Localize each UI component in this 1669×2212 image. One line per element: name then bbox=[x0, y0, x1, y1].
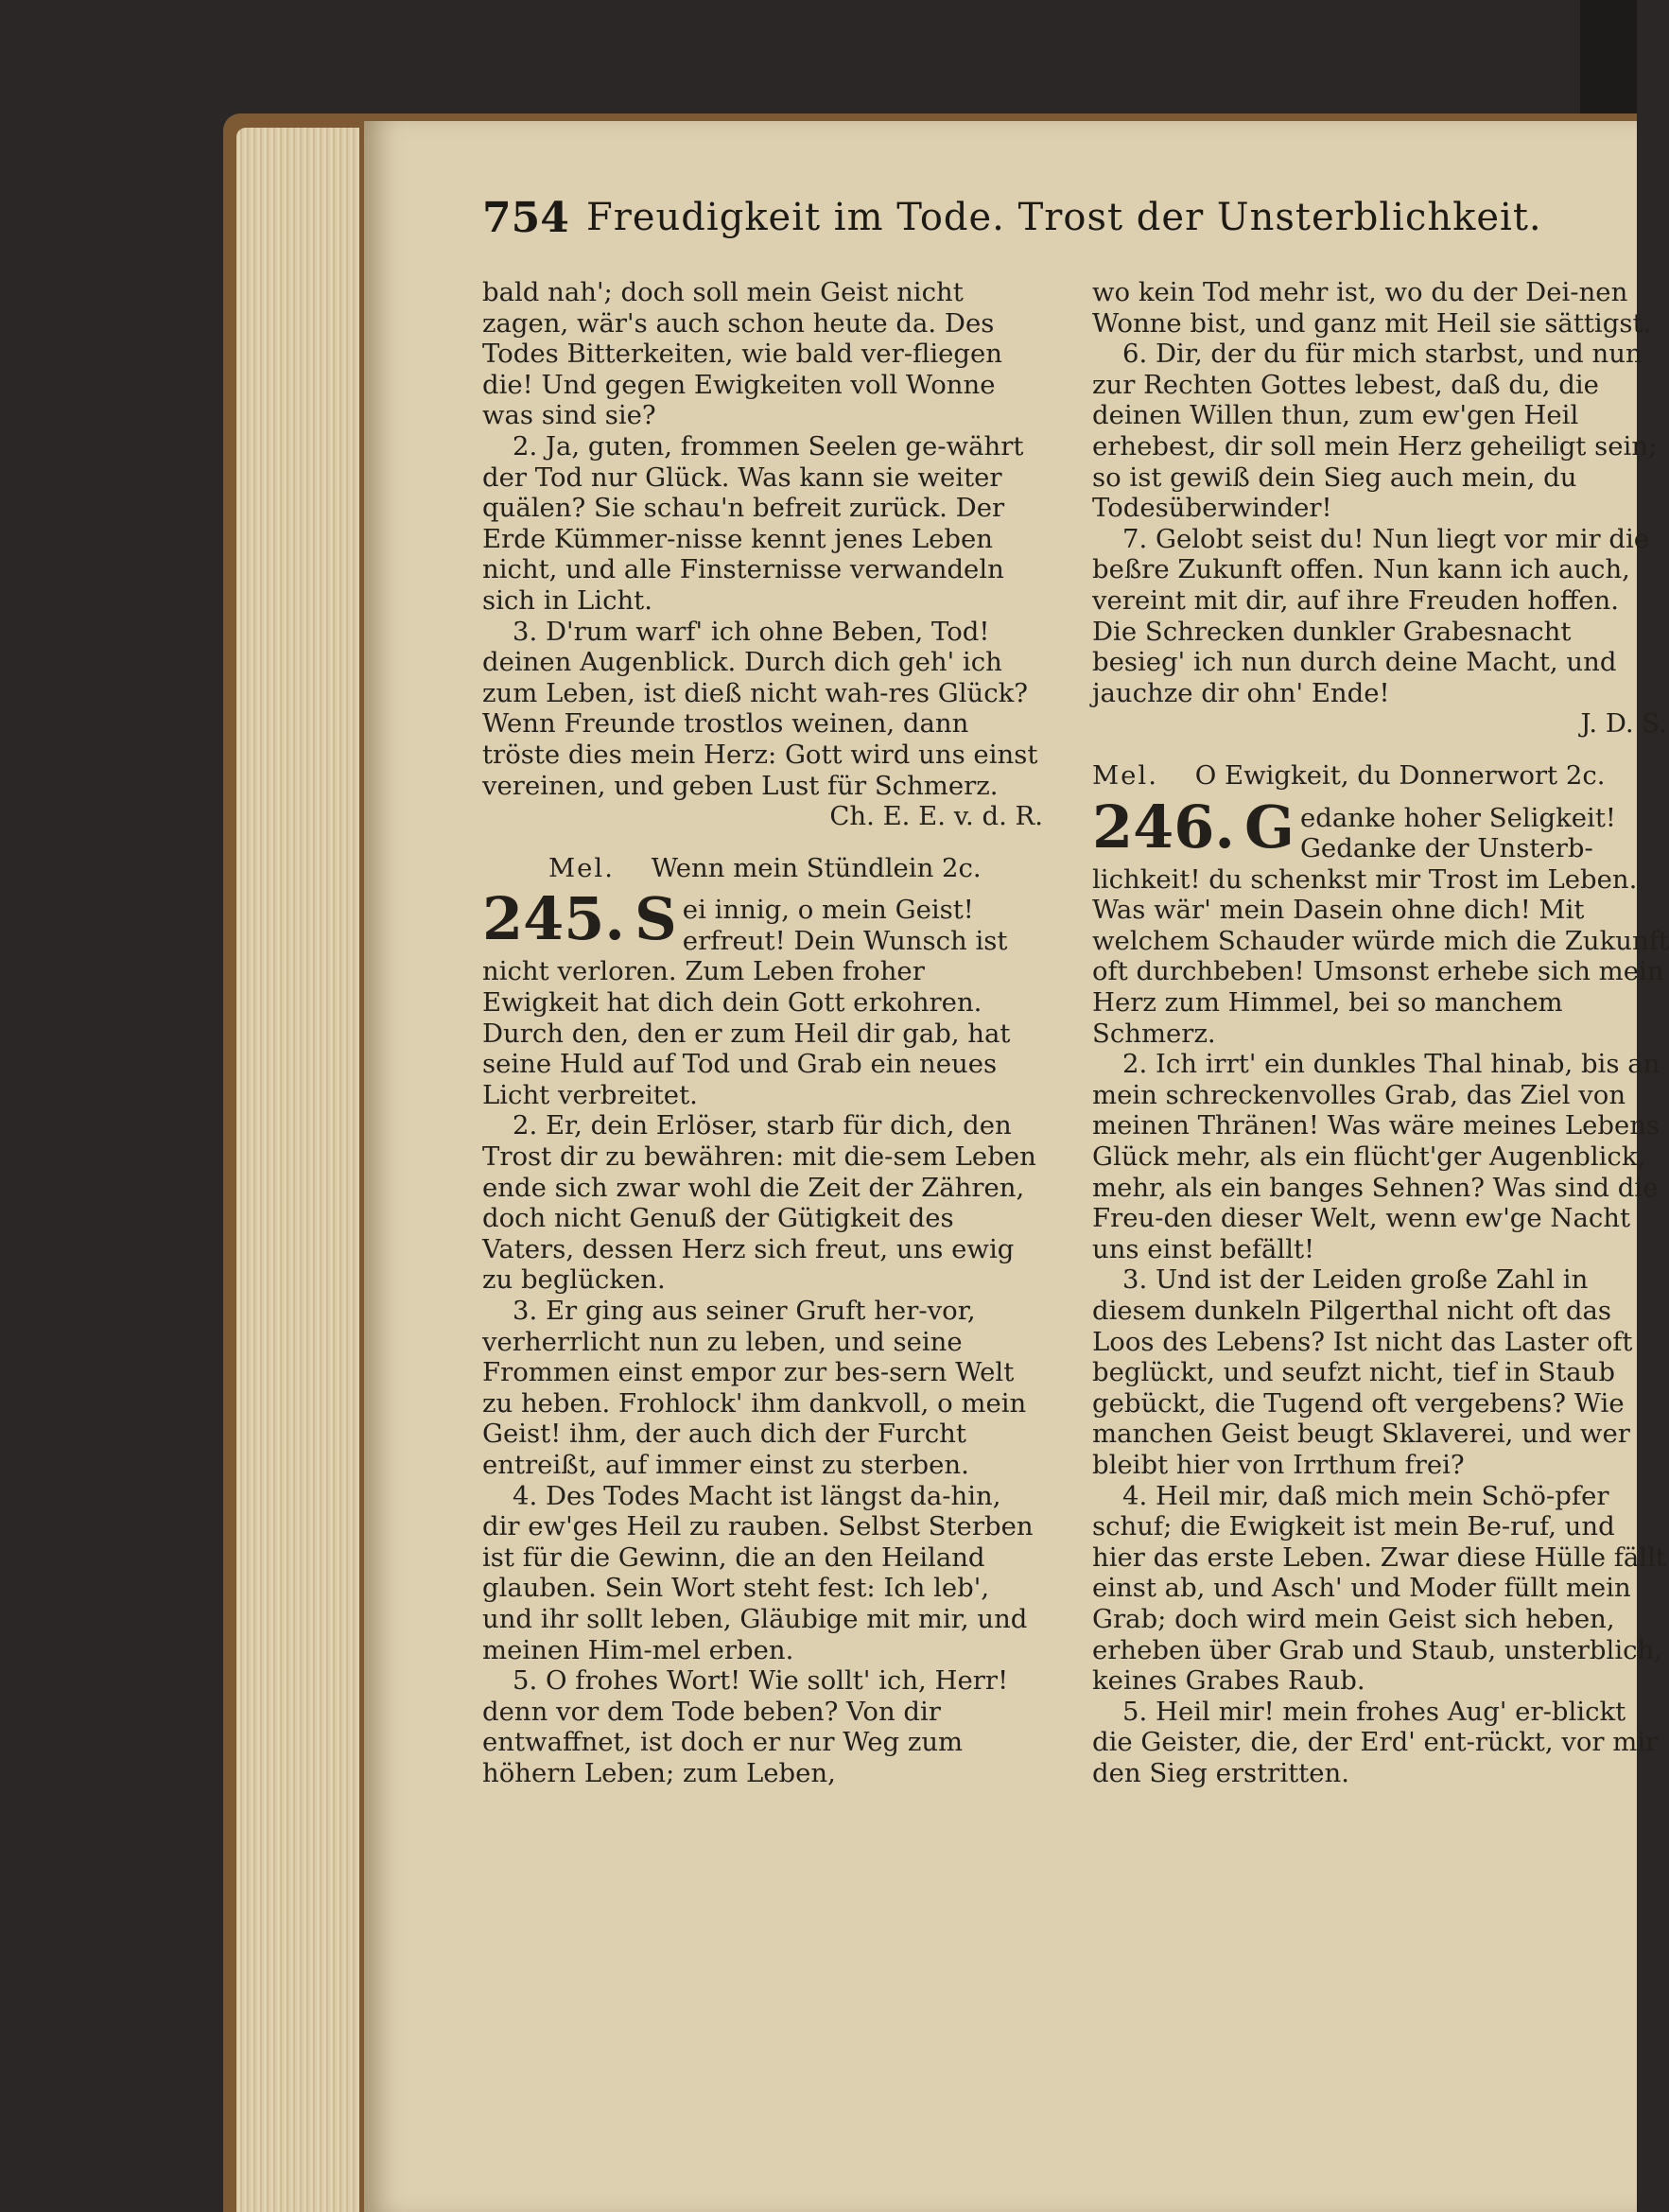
hymn-first-verse bbox=[482, 884, 1045, 1110]
hymn-attribution: Ch. E. E. v. d. R. bbox=[829, 801, 1043, 832]
page-number: 754 bbox=[482, 194, 569, 242]
verse-paragraph: 7. Gelobt seist du! Nun liegt vor mir die beßre Zukunft offen. Nun kann ich auch, vereint mit dir, auf ihre Freuden hoffen. Die Schrecken dunkler Grabesnacht besieg' ich nun durch deine Macht, und jauchze dir ohn' Ende! bbox=[1092, 523, 1650, 708]
melody-text: Wenn mein Stündlein 2c. bbox=[651, 852, 982, 883]
melody-label: Mel. bbox=[548, 852, 615, 883]
hymn-number: 246. bbox=[1092, 792, 1236, 862]
hymn-first-text: ei innig, o mein Geist! erfreut! Dein Wunsch ist nicht verloren. Zum Leben froher Ewigkeit hat dich dein Gott erkohren. Durch den, den er zum Heil dir gab, hat seine Huld auf Tod und Grab ein neues Licht verbreitet. bbox=[482, 895, 1011, 1110]
page-header-title: Freudigkeit im Tode. Trost der Unsterblichkeit. bbox=[586, 196, 1542, 239]
verse-paragraph: 3. Und ist der Leiden große Zahl in diesem dunkeln Pilgerthal nicht oft das Loos des Lebens? Ist nicht das Laster oft beglückt, und seufzt nicht, tief in Staub gebückt, die Tugend oft vergebens? Wie manchen Geist beugt Sklaverei, und wer bleibt hier von Irrthum frei? bbox=[1092, 1264, 1633, 1480]
left-column bbox=[482, 277, 1045, 1789]
hymn-dropcap: S bbox=[635, 884, 677, 954]
hymn-first-verse bbox=[1092, 792, 1669, 1050]
verse-paragraph: wo kein Tod mehr ist, wo du der Dei-nen Wonne bist, und ganz mit Heil sie sättigst. bbox=[1092, 277, 1652, 339]
book-page bbox=[364, 121, 1669, 2212]
melody-line bbox=[482, 853, 1045, 884]
running-head bbox=[482, 194, 1598, 260]
verse-paragraph: 6. Dir, der du für mich starbst, und nun zur Rechten Gottes lebest, daß du, die deinen Willen thun, zum ew'gen Heil erhebest, dir soll mein Herz geheiligt sein; so ist gewiß dein Sieg auch mein, du Todesüberwinder! bbox=[1092, 339, 1658, 524]
verse-paragraph: 3. Er ging aus seiner Gruft her-vor, verherrlicht nun zu leben, und seine Frommen einst empor zur bes-sern Welt zu heben. Frohlock' ihm dankvoll, o mein Geist! ihm, der auch dich der Furcht entreißt, auf immer einst zu sterben. bbox=[482, 1296, 1027, 1480]
verse-paragraph: 2. Ich irrt' ein dunkles Thal hinab, bis an mein schreckenvolles Grab, das Ziel von meinen Thränen! Was wäre meines Lebens Glück mehr, als ein flücht'ger Augenblick, mehr, als ein banges Sehnen? Was sind die Freu-den dieser Welt, wenn ew'ge Nacht uns einst befällt! bbox=[1092, 1049, 1660, 1264]
verse-paragraph: 3. D'rum warf' ich ohne Beben, Tod! deinen Augenblick. Durch dich geh' ich zum Leben, ist dieß nicht wah-res Glück? Wenn Freunde trostlos weinen, dann tröste dies mein Herz: Gott wird uns einst vereinen, und geben Lust für Schmerz. bbox=[482, 616, 1038, 801]
verse-paragraph: 5. O frohes Wort! Wie sollt' ich, Herr! denn vor dem Tode beben? Von dir entwaffnet, ist doch er nur Weg zum höhern Leben; zum Leben, bbox=[482, 1665, 1009, 1788]
hymn-first-text: edanke hoher Seligkeit! Gedanke der Unsterb-lichkeit! du schenkst mir Trost im Leben. Was wär' mein Dasein ohne dich! Mit welchem Schauder würde mich die Zukunft oft durchbeben! Umsonst erhebe sich mein Herz zum Himmel, bei so manchem Schmerz. bbox=[1092, 802, 1669, 1049]
verse-paragraph: 2. Er, dein Erlöser, starb für dich, den Trost dir zu bewähren: mit die-sem Leben ende sich zwar wohl die Zeit der Zähren, doch nicht Genuß der Gütigkeit des Vaters, dessen Herz sich freut, uns ewig zu beglücken. bbox=[482, 1110, 1036, 1296]
verse-paragraph: bald nah'; doch soll mein Geist nicht zagen, wär's auch schon heute da. Des Todes Bitterkeiten, wie bald ver-fliegen die! Und gegen Ewigkeiten voll Wonne was sind sie? bbox=[482, 277, 1003, 431]
verse-paragraph: 2. Ja, guten, frommen Seelen ge-währt der Tod nur Glück. Was kann sie weiter quälen? Sie schau'n befreit zurück. Der Erde Kümmer-nisse kennt jenes Leben nicht, und alle Finsternisse verwandeln sich in Licht. bbox=[482, 430, 1024, 616]
hymn-number: 245. bbox=[482, 884, 626, 954]
verse-paragraph: 4. Heil mir, daß mich mein Schö-pfer schuf; die Ewigkeit ist mein Be-ruf, und hier das erste Leben. Zwar diese Hülle fällt einst ab, und Asch' und Moder füllt mein Grab; doch wird mein Geist sich heben, erheben über Grab und Staub, unsterblich, keines Grabes Raub. bbox=[1092, 1480, 1666, 1697]
verse-paragraph: 4. Des Todes Macht ist längst da-hin, dir ew'ges Heil zu rauben. Selbst Sterben ist für die Gewinn, die an den Heiland glauben. Sein Wort steht fest: Ich leb', und ihr sollt leben, Gläubige mit mir, und meinen Him-mel erben. bbox=[482, 1480, 1034, 1665]
verse-paragraph: 5. Heil mir! mein frohes Aug' er-blickt die Geister, die, der Erd' ent-rückt, vor mir den Sieg erstritten. bbox=[1092, 1696, 1659, 1788]
right-column bbox=[1092, 277, 1669, 1789]
page-edges bbox=[236, 128, 359, 2212]
text-block bbox=[482, 121, 1669, 2212]
melody-text: O Ewigkeit, du Donnerwort 2c. bbox=[1194, 759, 1606, 791]
hymn-attribution: J. D. S. bbox=[1580, 708, 1667, 740]
hymn-dropcap: G bbox=[1244, 792, 1295, 862]
melody-label: Mel. bbox=[1092, 759, 1158, 791]
melody-line bbox=[1092, 760, 1669, 792]
